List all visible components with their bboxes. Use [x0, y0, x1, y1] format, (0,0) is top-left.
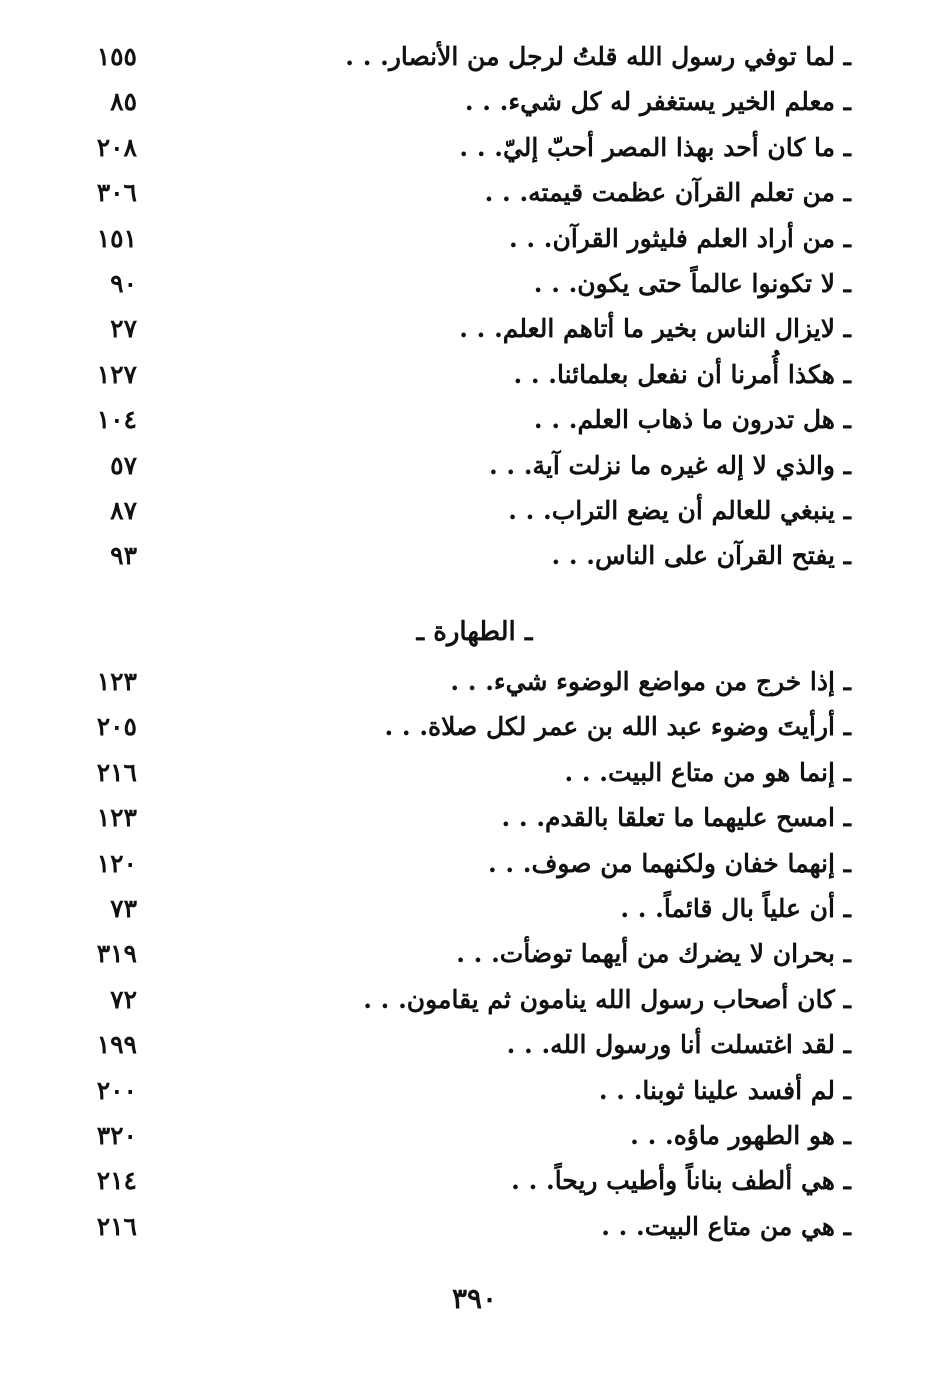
page-number: ٣٩٠: [451, 1282, 498, 1315]
entry-page-number: ٢٧: [110, 314, 137, 344]
entry-text: ـ لم أفسد علينا ثوبنا. . .: [598, 1075, 851, 1105]
entry-text: ـ هي من متاع البيت. . .: [601, 1211, 851, 1241]
entry-page-number: ١٥٥: [96, 42, 137, 71]
entry-page-number: ٢٠٠: [96, 1075, 137, 1105]
list-item: [0, 981, 949, 1026]
entry-text: ـ أرأيتَ وضوء عبد الله بن عمر لكل صلاة. . .: [384, 712, 851, 742]
entry-page-number: ٩٣: [110, 541, 137, 571]
list-item: [0, 38, 949, 83]
entry-page-number: ٢٠٥: [96, 712, 137, 742]
list-item: [0, 220, 949, 265]
list-item: [0, 1208, 949, 1253]
entry-page-number: ١٩٩: [96, 1030, 137, 1060]
entry-text: ـ بحران لا يضرك من أيهما توضأت. . .: [456, 939, 851, 969]
entry-text: ـ معلم الخير يستغفر له كل شيء. . .: [464, 87, 851, 117]
list-item: [0, 401, 949, 446]
entry-page-number: ١٠٤: [96, 405, 137, 435]
list-item: [0, 356, 949, 401]
entry-text: ـ من تعلم القرآن عظمت قيمته. . .: [484, 178, 851, 208]
entry-text: ـ ينبغي للعالم أن يضع التراب. . .: [508, 495, 851, 525]
list-item: [0, 1162, 949, 1207]
list-item: [0, 174, 949, 219]
entry-page-number: ٣١٩: [96, 939, 137, 969]
entry-text: ـ امسح عليهما ما تعلقا بالقدم. . .: [501, 803, 851, 833]
list-item: [0, 890, 949, 935]
entry-text: ـ هي ألطف بناناً وأطيب ريحاً. . .: [511, 1166, 851, 1196]
entry-text: ـ والذي لا إله غيره ما نزلت آية. . .: [488, 450, 851, 480]
list-item: [0, 129, 949, 174]
entry-page-number: ٨٥: [110, 87, 137, 117]
list-item: [0, 310, 949, 355]
entry-list-section-1: [0, 38, 949, 583]
entry-text: ـ من أراد العلم فليثور القرآن. . .: [508, 223, 851, 253]
entry-text: ـ كان أصحاب رسول الله ينامون ثم يقامون. . .: [363, 984, 851, 1014]
entry-page-number: ٨٧: [110, 495, 137, 525]
entry-text: ـ هو الطهور ماؤه. . .: [630, 1120, 851, 1150]
entry-page-number: ١٢٠: [96, 848, 137, 878]
entry-text: ـ إذا خرج من مواضع الوضوء شيء. . .: [450, 667, 851, 696]
section-heading: ـ الطهارة ـ: [416, 617, 533, 647]
entry-text: ـ إنما هو من متاع البيت. . .: [564, 757, 851, 787]
list-item: [0, 1072, 949, 1117]
entry-page-number: ٢١٤: [96, 1166, 137, 1196]
list-item: [0, 537, 949, 582]
entry-text: ـ يفتح القرآن على الناس. . .: [551, 541, 851, 571]
entry-text: ـ هكذا أُمرنا أن نفعل بعلمائنا. . .: [513, 359, 851, 389]
list-item: [0, 708, 949, 753]
entry-text: ـ لقد اغتسلت أنا ورسول الله. . .: [506, 1030, 851, 1060]
list-item: [0, 492, 949, 537]
list-item: [0, 799, 949, 844]
entry-page-number: ٢١٦: [96, 757, 137, 787]
list-item: [0, 83, 949, 128]
entry-text: ـ أن علياً بال قائماً. . .: [620, 893, 851, 923]
entry-page-number: ١٢٧: [96, 359, 137, 389]
entry-text: ـ هل تدرون ما ذهاب العلم. . .: [533, 405, 851, 435]
list-item: [0, 1117, 949, 1162]
entry-page-number: ٢١٦: [96, 1211, 137, 1241]
entry-page-number: ٣٢٠: [96, 1120, 137, 1150]
entry-text: ـ لا تكونوا عالماً حتى يكون. . .: [533, 268, 851, 298]
list-item: [0, 935, 949, 980]
list-item: [0, 1026, 949, 1071]
entry-list-section-2: [0, 663, 949, 1253]
list-item: [0, 663, 949, 708]
entry-text: ـ لما توفي رسول الله قلتُ لرجل من الأنصار. . .: [345, 42, 851, 71]
entry-page-number: ٩٠: [110, 268, 137, 298]
entry-text: ـ إنهما خفان ولكنهما من صوف. . .: [487, 848, 851, 878]
entry-page-number: ١٥١: [96, 223, 137, 253]
list-item: [0, 265, 949, 310]
list-item: [0, 754, 949, 799]
list-item: [0, 845, 949, 890]
entry-page-number: ٥٧: [110, 450, 137, 480]
entry-text: ـ لايزال الناس بخير ما أتاهم العلم. . .: [459, 314, 851, 344]
entry-page-number: ٧٢: [110, 984, 137, 1014]
entry-page-number: ٣٠٦: [96, 178, 137, 208]
entry-text: ـ ما كان أحد بهذا المصر أحبّ إليّ. . .: [459, 132, 851, 162]
list-item: [0, 447, 949, 492]
entry-page-number: ١٢٣: [96, 803, 137, 833]
entry-page-number: ٢٠٨: [96, 132, 137, 162]
entry-page-number: ٧٣: [110, 893, 137, 923]
entry-page-number: ١٢٣: [96, 667, 137, 696]
